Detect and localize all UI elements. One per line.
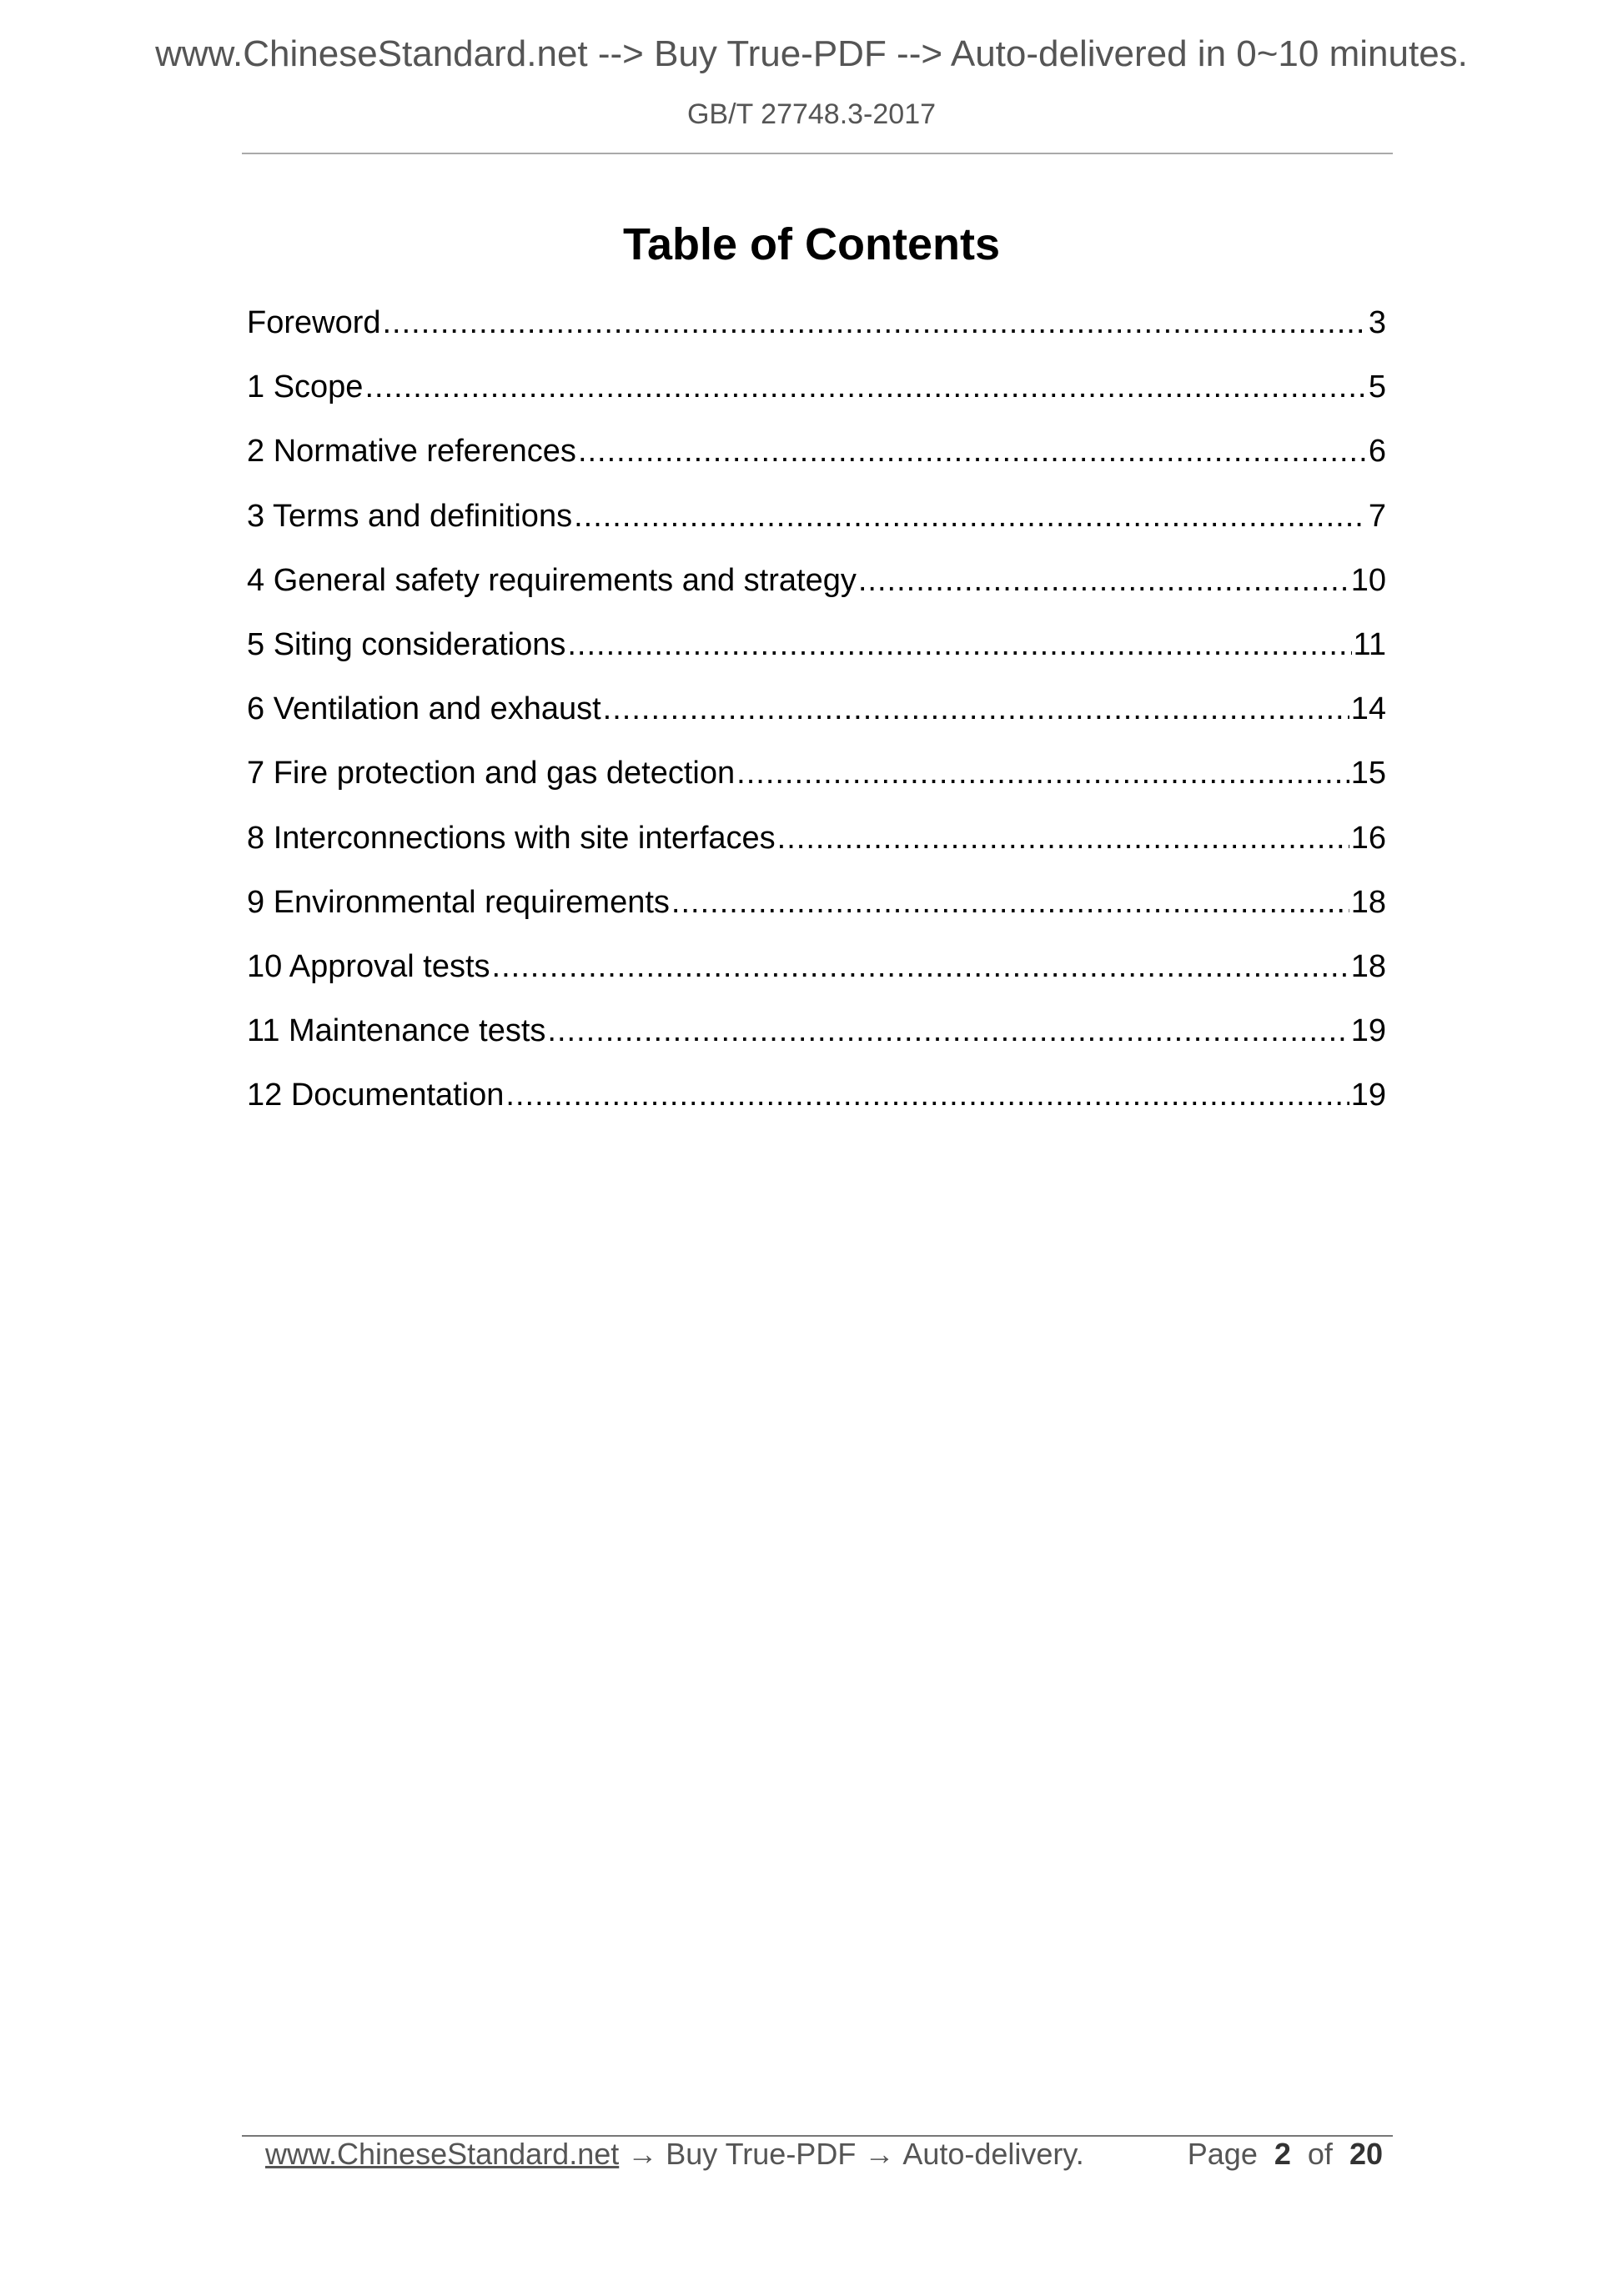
toc-dot-leader xyxy=(671,880,1349,925)
toc-entry-label: 11 Maintenance tests xyxy=(247,1013,546,1049)
toc-entry-fire-protection[interactable] xyxy=(247,751,1386,815)
page-total: 20 xyxy=(1349,2137,1383,2171)
document-code: GB/T 27748.3-2017 xyxy=(686,98,937,130)
toc-entry-foreword[interactable] xyxy=(247,300,1386,364)
toc-entry-normative-references[interactable] xyxy=(247,429,1386,493)
toc-entry-page: 14 xyxy=(1350,691,1386,727)
footer-delivery-text: Auto-delivery. xyxy=(902,2137,1084,2171)
toc-title: Table of Contents xyxy=(623,219,1000,269)
toc-entry-label: 10 Approval tests xyxy=(247,948,490,984)
toc-entry-page: 3 xyxy=(1368,305,1386,340)
footer-buy-text: Buy True-PDF xyxy=(666,2137,857,2171)
toc-entry-terms-and-definitions[interactable] xyxy=(247,494,1386,558)
toc-entry-scope[interactable] xyxy=(247,364,1386,429)
toc-entry-page: 19 xyxy=(1350,1078,1386,1113)
toc-entry-page: 10 xyxy=(1350,562,1386,598)
right-arrow-icon: → xyxy=(627,2137,658,2171)
toc-dot-leader xyxy=(574,494,1367,539)
page-number xyxy=(1188,2137,1383,2172)
page-current: 2 xyxy=(1274,2137,1291,2171)
toc-dot-leader xyxy=(364,364,1366,409)
top-banner: www.ChineseStandard.net --> Buy True-PDF --> Auto-delivered in 0~10 minutes. xyxy=(155,33,1468,74)
toc-list xyxy=(247,300,1386,1137)
toc-dot-leader xyxy=(547,1008,1349,1053)
toc-dot-leader xyxy=(578,429,1367,474)
toc-entry-page: 5 xyxy=(1368,369,1386,405)
toc-entry-page: 18 xyxy=(1350,884,1386,920)
page-word: Page xyxy=(1187,2137,1258,2171)
toc-entry-page: 11 xyxy=(1353,626,1386,662)
toc-dot-leader xyxy=(858,558,1349,603)
toc-entry-page: 7 xyxy=(1368,498,1386,534)
toc-entry-page: 6 xyxy=(1368,434,1386,470)
toc-entry-label: 3 Terms and definitions xyxy=(247,498,573,534)
header-divider xyxy=(242,153,1393,154)
toc-dot-leader xyxy=(383,300,1367,345)
toc-entry-approval-tests[interactable] xyxy=(247,944,1386,1008)
toc-entry-siting-considerations[interactable] xyxy=(247,622,1386,686)
toc-entry-environmental-requirements[interactable] xyxy=(247,880,1386,944)
toc-entry-label: 9 Environmental requirements xyxy=(247,884,670,920)
toc-entry-label: 4 General safety requirements and strategy xyxy=(247,562,857,598)
toc-entry-ventilation-and-exhaust[interactable] xyxy=(247,686,1386,751)
toc-entry-maintenance-tests[interactable] xyxy=(247,1008,1386,1073)
toc-entry-page: 16 xyxy=(1350,820,1386,856)
toc-entry-page: 19 xyxy=(1350,1013,1386,1049)
toc-dot-leader xyxy=(603,686,1349,731)
toc-dot-leader xyxy=(492,944,1349,989)
toc-dot-leader xyxy=(777,816,1349,861)
footer-promo xyxy=(265,2137,1084,2172)
toc-entry-label: 12 Documentation xyxy=(247,1078,505,1113)
toc-entry-general-safety-requirements[interactable] xyxy=(247,558,1386,622)
toc-entry-page: 18 xyxy=(1350,948,1386,984)
footer-site-link[interactable]: www.ChineseStandard.net xyxy=(265,2137,620,2171)
toc-entry-page: 15 xyxy=(1350,756,1386,791)
toc-entry-documentation[interactable] xyxy=(247,1073,1386,1137)
toc-entry-label: 5 Siting considerations xyxy=(247,626,566,662)
toc-entry-label: 8 Interconnections with site interfaces xyxy=(247,820,776,856)
toc-entry-interconnections[interactable] xyxy=(247,816,1386,880)
toc-dot-leader xyxy=(567,622,1351,667)
right-arrow-icon: → xyxy=(864,2137,895,2171)
toc-entry-label: 1 Scope xyxy=(247,369,364,405)
toc-dot-leader xyxy=(736,751,1349,796)
toc-entry-label: Foreword xyxy=(247,305,381,340)
toc-entry-label: 6 Ventilation and exhaust xyxy=(247,691,601,727)
toc-dot-leader xyxy=(505,1073,1349,1118)
of-word: of xyxy=(1307,2137,1333,2171)
toc-entry-label: 2 Normative references xyxy=(247,434,576,470)
toc-entry-label: 7 Fire protection and gas detection xyxy=(247,756,736,791)
